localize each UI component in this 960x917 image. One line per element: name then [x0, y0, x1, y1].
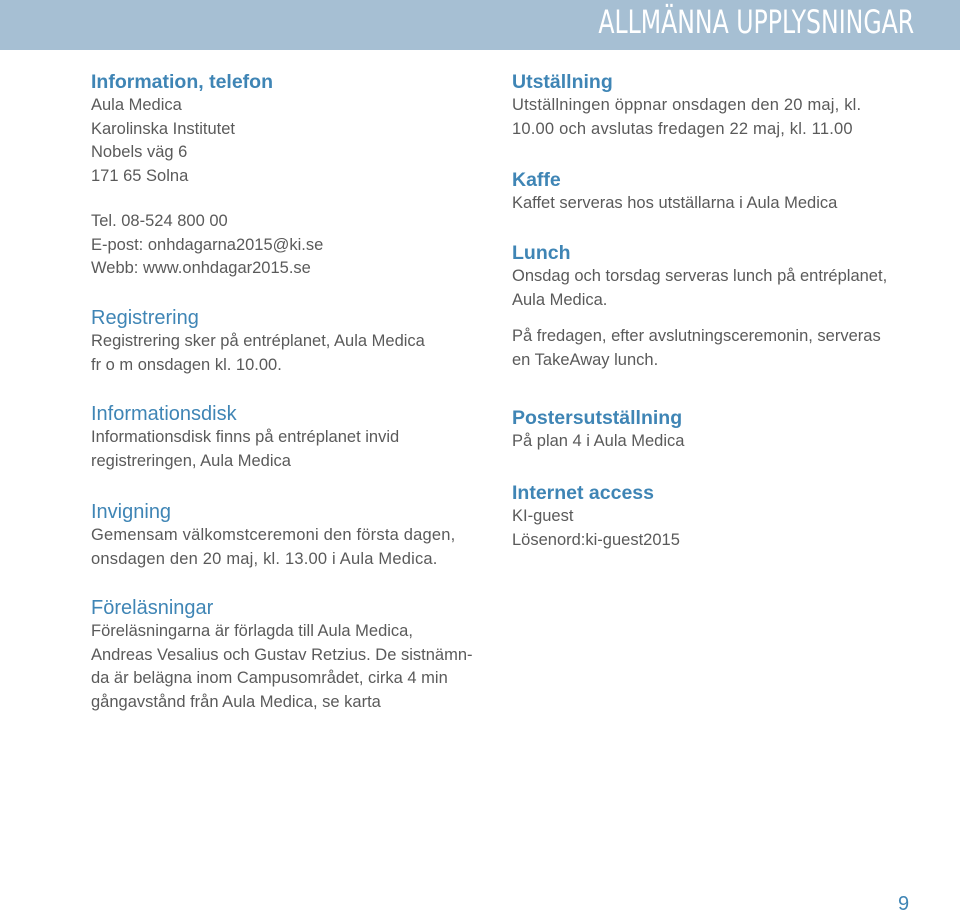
lunch-line: Aula Medica. [512, 290, 608, 309]
address-line: Aula Medica [91, 96, 182, 114]
lunch-line: Onsdag och torsdag serveras lunch på entréplanet, [512, 267, 888, 285]
heading-internet-access: Internet access [512, 482, 654, 504]
utstallning-line: 10.00 och avslutas fredagen 22 maj, kl. 11.00 [512, 119, 853, 138]
section-kaffe [512, 168, 837, 216]
lunch-friday-line: På fredagen, efter avslutningsceremonin, serveras [512, 327, 881, 345]
section-forelasningar [91, 596, 473, 714]
registrering-line: fr o m onsdagen kl. 10.00. [91, 355, 282, 374]
wifi-password-text: Lösenord:ki-guest2015 [512, 530, 680, 549]
address-line: Nobels väg 6 [91, 143, 188, 161]
kaffe-line: Kaffet serveras hos utställarna i Aula Medica [512, 194, 838, 212]
heading-informationsdisk: Informationsdisk [91, 403, 237, 425]
section-registrering [91, 306, 425, 377]
heading-lunch: Lunch [512, 242, 571, 264]
invigning-line: Gemensam välkomstceremoni den första dagen, [91, 526, 456, 544]
registrering-line: Registrering sker på entréplanet, Aula Medica [91, 332, 425, 350]
invigning-line: onsdagen den 20 maj, kl. 13.00 i Aula Medica. [91, 549, 438, 568]
informationsdisk-line: Informationsdisk finns på entréplanet invid [91, 428, 400, 446]
heading-forelasningar: Föreläsningar [91, 597, 214, 619]
wifi-network-text: KI-guest [512, 507, 574, 525]
address-line: 171 65 Solna [91, 166, 189, 185]
email-text: E-post: onhdagarna2015@ki.se [91, 235, 324, 254]
informationsdisk-line: registreringen, Aula Medica [91, 451, 291, 470]
lunch-friday-line: en TakeAway lunch. [512, 350, 659, 369]
forelasningar-line: da är belägna inom Campusområdet, cirka 4 min [91, 669, 448, 687]
heading-registrering: Registrering [91, 307, 199, 329]
utstallning-line: Utställningen öppnar onsdagen den 20 maj, kl. [512, 96, 862, 114]
forelasningar-line: Föreläsningarna är förlagda till Aula Medica, [91, 622, 413, 640]
section-informationsdisk [91, 402, 399, 473]
heading-invigning: Invigning [91, 501, 172, 523]
website-text: Webb: www.onhdagar2015.se [91, 259, 311, 277]
address-line: Karolinska Institutet [91, 119, 235, 138]
section-internet-access [512, 481, 680, 552]
header-banner [0, 0, 960, 50]
section-utstallning [512, 70, 861, 141]
section-information-telefon [91, 70, 273, 188]
section-lunch [512, 241, 887, 372]
section-invigning [91, 500, 455, 571]
page-number: 9 [898, 893, 910, 915]
section-postersutstallning [512, 406, 684, 454]
section-contact [91, 210, 323, 281]
heading-utstallning: Utställning [512, 71, 613, 93]
postersutstallning-line: På plan 4 i Aula Medica [512, 432, 685, 450]
heading-information-telefon: Information, telefon [91, 71, 273, 93]
forelasningar-line: gångavstånd från Aula Medica, se karta [91, 692, 381, 711]
heading-postersutstallning: Postersutställning [512, 407, 683, 429]
heading-kaffe: Kaffe [512, 169, 561, 191]
header-title: ALLMÄNNA UPPLYSNINGAR [598, 3, 914, 41]
phone-text: Tel. 08-524 800 00 [91, 212, 228, 230]
forelasningar-line: Andreas Vesalius och Gustav Retzius. De sistnämn- [91, 645, 473, 664]
